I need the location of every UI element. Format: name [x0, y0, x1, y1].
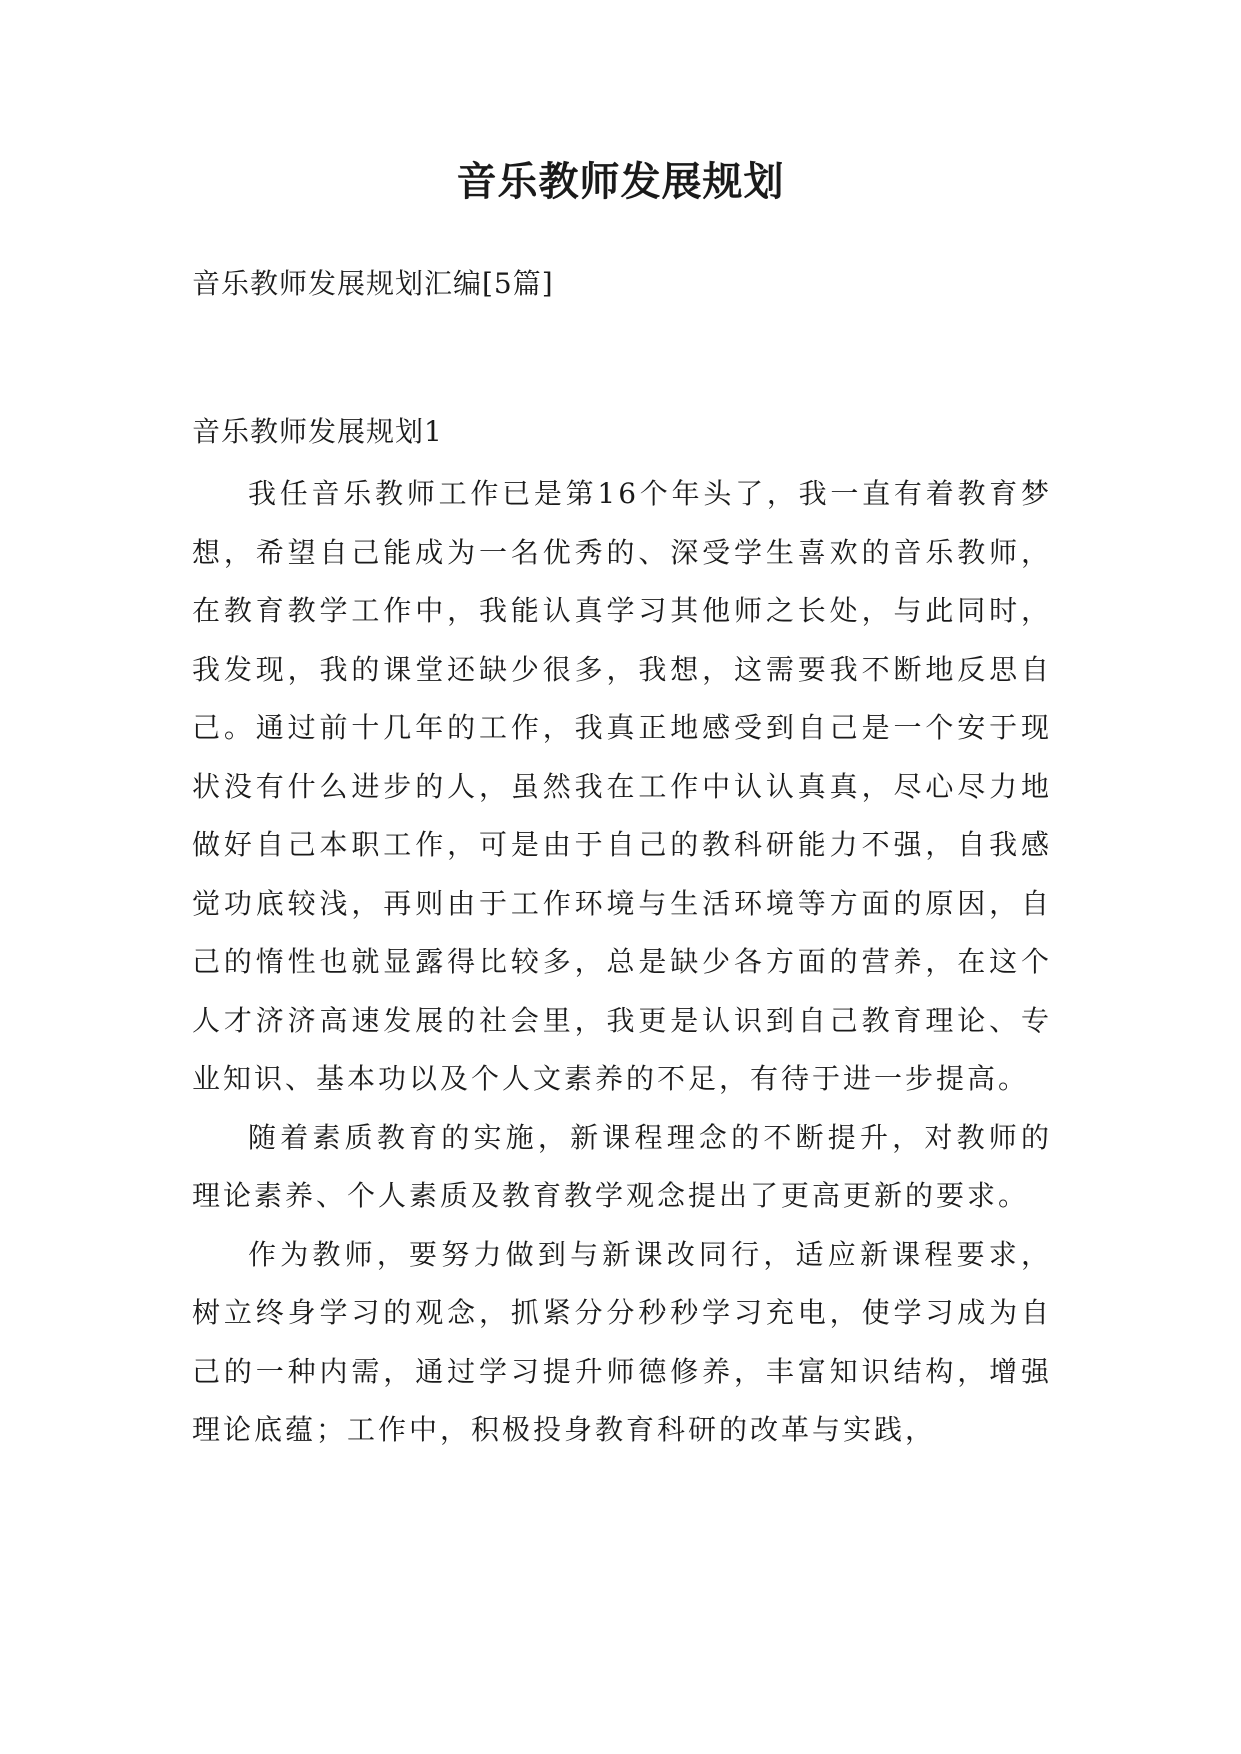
paragraph: 作为教师，要努力做到与新课改同行，适应新课程要求，树立终身学习的观念，抓紧分分秒秒学习充电，使学习成为自己的一种内需，通过学习提升师德修养，丰富知识结构，增强理论底蕴；工作中，积极投身教育科研的改革与实践，: [192, 1237, 1052, 1446]
paragraph: 我任音乐教师工作已是第16个年头了，我一直有着教育梦想，希望自己能成为一名优秀的、深受学生喜欢的音乐教师，在教育教学工作中，我能认真学习其他师之长处，与此同时，我发现，我的课堂还缺少很多，我想，这需要我不断地反思自己。通过前十几年的工作，我真正地感受到自己是一个安于现状没有什么进步的人，虽然我在工作中认认真真，尽心尽力地做好自己本职工作，可是由于自己的教科研能力不强，自我感觉功底较浅，再则由于工作环境与生活环境等方面的原因，自己的惰性也就显露得比较多，总是缺少各方面的营养，在这个人才济济高速发展的社会里，我更是认识到自己教育理论、专业知识、基本功以及个人文素养的不足，有待于进一步提高。: [192, 477, 1052, 1095]
document-subtitle: 音乐教师发展规划汇编[5篇]: [192, 267, 554, 300]
document-title: 音乐教师发展规划: [456, 158, 785, 205]
section-heading: 音乐教师发展规划1: [192, 415, 443, 448]
body-text: [192, 465, 1052, 1460]
paragraph: 随着素质教育的实施，新课程理念的不断提升，对教师的理论素养、个人素质及教育教学观念提出了更高更新的要求。: [192, 1120, 1052, 1212]
